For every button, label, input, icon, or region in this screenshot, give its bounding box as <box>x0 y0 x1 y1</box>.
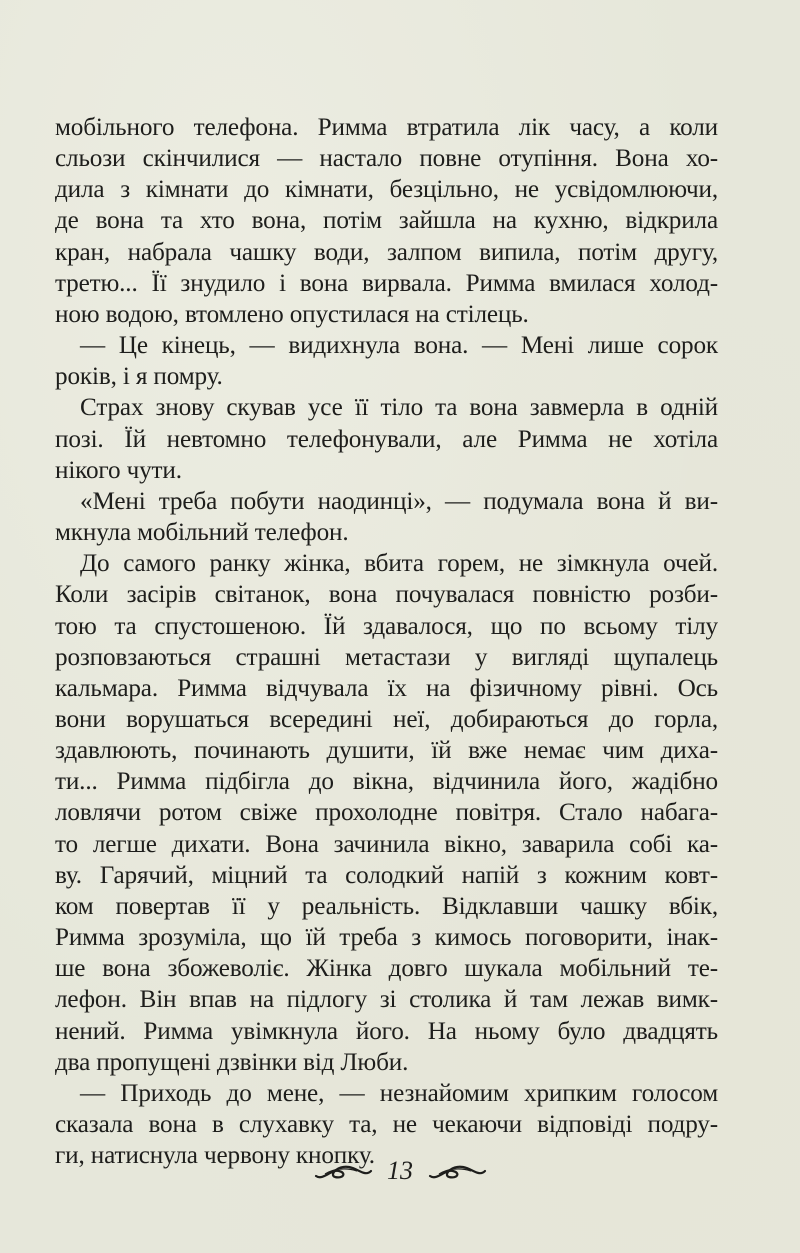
text-line: здавлюють, починають душити, їй вже немає чим диха- <box>55 737 718 765</box>
text-line: кальмара. Римма відчувала їх на фізичному рівні. Ось <box>55 674 718 702</box>
text-line: — Це кінець, — видихнула вона. — Мені лише сорок <box>80 332 718 360</box>
text-line: мкнула мобільний телефон. <box>55 519 349 547</box>
text-line: сказала вона в слухавку та, не чекаючи відповіді подру- <box>55 1111 718 1138</box>
text-line: Римма зрозуміла, що їй треба з кимось поговорити, інак- <box>55 924 718 952</box>
page-footer <box>0 1156 800 1186</box>
text-line: лефон. Він впав на підлогу зі столика й там лежав вимк- <box>55 986 718 1014</box>
text-line: то легше дихати. Вона зачинила вікно, заварила собі ка- <box>55 830 718 858</box>
text-line: До самого ранку жінка, вбита горем, не зімкнула очей. <box>80 550 718 578</box>
flourish-left-icon <box>313 1160 373 1182</box>
text-line: ву. Гарячий, міцний та солодкий напій з кожним ковт- <box>55 861 718 889</box>
text-line: кран, набрала чашку води, залпом випила, потім другу, <box>55 238 718 266</box>
flourish-right-icon <box>427 1160 487 1182</box>
text-line: нікого чути. <box>55 456 182 484</box>
text-line: «Мені треба побути наодинці», — подумала вона й ви- <box>80 487 718 515</box>
text-line: два пропущені дзвінки від Люби. <box>55 1048 409 1076</box>
paragraph <box>55 486 718 548</box>
text-line: ти... Римма підбігла до вікна, відчинила його, жадібно <box>55 768 718 796</box>
text-line: ше вона збожеволіє. Жінка довго шукала мобільний те- <box>55 955 718 983</box>
text-line: де вона та хто вона, потім зайшла на кухню, відкрила <box>55 207 718 235</box>
text-line: вони ворушаться всередині неї, добираються до горла, <box>55 705 718 733</box>
text-line: сльози скінчилися — настало повне отупіння. Вона хо- <box>55 145 718 173</box>
text-line: — Приходь до мене, — незнайомим хрипким голосом <box>80 1079 718 1107</box>
text-line: років, і я помру. <box>55 363 223 391</box>
paragraph <box>55 548 718 1078</box>
text-line: ною водою, втомлено опустилася на стілець. <box>55 300 529 328</box>
text-line: розповзаються страшні метастази у вигляді щупалець <box>55 643 718 671</box>
page-number: 13 <box>387 1156 413 1185</box>
text-line: ги, натиснула червону кнопку. <box>55 1142 375 1170</box>
text-line: мобільного телефона. Римма втратила лік часу, а коли <box>55 114 718 141</box>
text-line: Коли засірів світанок, вона почувалася повністю розби- <box>55 581 718 609</box>
text-line: позі. Їй невтомно телефонували, але Римма не хотіла <box>55 425 718 453</box>
text-line: ловлячи ротом свіже прохолодне повітря. Стало набага- <box>55 799 718 827</box>
text-line: Страх знову скував усе її тіло та вона завмерла в одній <box>80 394 718 422</box>
body-text <box>55 112 718 1171</box>
text-line: третю... Її знудило і вона вирвала. Римма вмилася холод- <box>55 269 718 297</box>
text-line: тою та спустошеною. Їй здавалося, що по всьому тілу <box>55 612 718 640</box>
text-line: дила з кімнати до кімнати, безцільно, не усвідомлюючи, <box>55 176 718 204</box>
paragraph <box>55 392 718 485</box>
text-line: ком повертав її у реальність. Відклавши чашку вбік, <box>55 892 718 920</box>
paragraph <box>55 330 718 392</box>
text-line: нений. Римма увімкнула його. На ньому було двадцять <box>55 1017 718 1045</box>
paragraph <box>55 112 718 330</box>
